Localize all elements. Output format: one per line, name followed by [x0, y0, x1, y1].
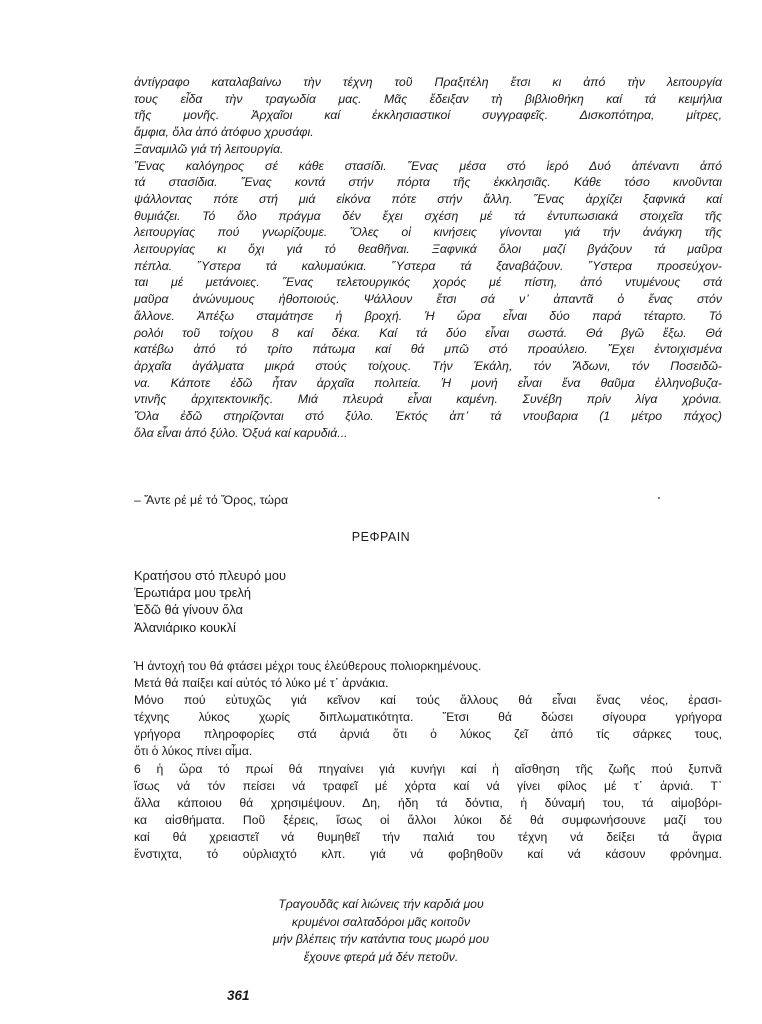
text-line: τῆς μονῆς. Ἀρχαῖοι καί ἐκκλησιαστικοί συγγραφεῖς. Δισκοπότηρα, μίτρες, — [134, 108, 722, 123]
text-line: 6 ἡ ὥρα τό πρωί θά πηγαίνει γιά κυνήγι καί ἡ αἴσθηση τῆς ζωῆς πού ξυπνᾶ — [134, 761, 722, 776]
verse-line: Ἀλανιάρικο κουκλί — [134, 619, 236, 635]
print-speck — [658, 497, 660, 499]
text-line: λειτουργίας πού γνωρίζουμε. Ὅλες οἱ κινήσεις γίνονται γιά τήν ἀνάγκη τῆς — [134, 225, 722, 240]
text-line: μαῦρα ἀνώνυμους ἠθοποιούς. Ψάλλουν ἔτσι σά ν᾿ ἀπαντᾶ ὁ ἕνας στόν — [134, 292, 722, 307]
verse-line: Τραγουδᾶς καί λιώνεις τήν καρδιά μου — [278, 897, 484, 911]
text-line: ἴσως νά τόν πείσει νά τραφεῖ μέ χόρτα καί νά γίνει φίλος μέ τ᾿ ἀρνιά. Τ᾿ — [134, 778, 722, 793]
text-line: κα αἰσθήματα. Ποῦ ξέρεις, ἴσως οἱ ἄλλοι λύκοι δέ θά συμφωνήσουνε μαζί του — [134, 812, 722, 827]
text-line: ντινῆς ἀρχιτεκτονικῆς. Μιά πλευρά εἶναι καμένη. Συνέβη πρίν λίγα χρόνια. — [134, 392, 722, 407]
text-line: κατέβω ἀπό τό τρίτο πάτωμα καί θά μπῶ στό προαύλειο. Ἔχει ἐντοιχισμένα — [134, 342, 722, 357]
text-line: ἀντίγραφο καταλαβαίνω τὴν τέχνη τοῦ Πραξιτέλη ἔτσι κι ἀπό τὴν λειτουργία — [134, 75, 722, 89]
text-line: τέχνης λύκος χωρίς διπλωματικότητα. Ἔτσι θά δώσει σίγουρα γρήγορα — [134, 710, 722, 725]
text-line: – Ἄντε ρέ μέ τό Ὄρος, τώρα — [134, 493, 289, 507]
text-line: ρολόι τοῦ τοίχου 8 καί δέκα. Καί τά δύο εἶναι σωστά. Θά βγῶ ἔξω. Θά — [134, 325, 722, 340]
text-line: θυμιάζει. Τό ὅλο πράγμα δέν ἔχει σχέση μέ τά ἐντυπωσιακά στοιχεῖα τῆς — [134, 208, 722, 223]
text-line: να. Κάποτε ἐδῶ ἦταν ἀρχαῖα πολιτεία. Ἡ μονή εἶναι ἕνα θαῦμα ἑλληνοβυζα- — [134, 375, 722, 390]
text-line: ἀρχαῖα ἀγάλματα μικρά στούς τοίχους. Τήν Ἑκάλη, τόν Ἄδωνι, τόν Ποσειδῶ- — [134, 358, 722, 373]
text-line: ἔνστιχτα, τό οὐρλιαχτό κλπ. γιά νά φοβηθοῦν καί νά κάσουν φρόνημα. — [134, 847, 722, 862]
dialogue-line — [134, 492, 722, 509]
text-line: τους εἶδα τὴν τραγωδία μας. Μᾶς ἔδειξαν τὴ βιβλιοθήκη καί τά κειμήλια — [134, 91, 722, 106]
text-line: ἄλλα κάποιου θά χρησιμέψουν. Δη, ήδη τά δόντια, ἡ δύναμή του, τά αἱμοβόρι- — [134, 795, 722, 810]
text-line: ται μέ μετάνοιες. Ἕνας τελετουργικός χορός μέ πίστη, ἀπό ντυμένους στά — [134, 275, 722, 290]
verse-line: Ἐρωτιάρα μου τρελή — [134, 585, 252, 601]
verse-line: μήν βλέπεις τήν κατάντια τους μωρό μου — [272, 932, 490, 946]
text-line: τά στασίδια. Ἕνας κοντά στήν πόρτα τῆς ἐκκλησιᾶς. Κάθε τόσο κινοῦνται — [134, 175, 722, 190]
text-line: Μόνο πού εὐτυχῶς γιά κεῖνον καί τούς ἄλλους θά εἶναι ἕνας νέος, ἐρασι- — [134, 693, 722, 708]
refrain-heading: ΡΕΦΡΑΙΝ — [351, 530, 411, 544]
text-line: Ξαναμιλῶ γιά τή λειτουργία. — [134, 141, 284, 156]
text-line: πέπλα. Ὕστερα τά καλυμαύκια. Ὕστερα τά ξαναβάζουν. Ὕστερα προσεύχον- — [134, 258, 722, 273]
text-line: γρήγορα πληροφορίες στά ἀρνιά ὅτι ὁ λύκος ζεῖ ἀπό τίς σάρκες τους, — [134, 727, 722, 742]
text-line: λειτουργίας κι ὄχι γιά τό θεαθῆναι. Ξαφνικά ὅλοι μαζί βγάζουν τά μαῦρα — [134, 242, 722, 257]
text-line: καί θά χρειαστεῖ νά θυμηθεῖ τήν παλιά του τέχνη νά δείξει τά ἄγρια — [134, 829, 722, 844]
text-line: Ἕνας καλόγηρος σέ κάθε στασίδι. Ἕνας μέσα στό ἱερό Δυό ἀπέναντι ἀπό — [134, 158, 722, 173]
verse-line: Κρατήσου στό πλευρό μου — [134, 568, 286, 583]
top-paragraph — [134, 74, 722, 441]
closing-poem — [0, 896, 762, 966]
text-line: Ὅλα ἐδῶ στηρίζονται στό ξύλο. Ἐκτός ἀπ᾿ τά ντουβαρια (1 μέτρο πάχος) — [134, 409, 722, 424]
text-line: Ἡ ἀντοχή του θά φτάσει μέχρι τους ἐλεύθερους πολιορκημένους. — [134, 659, 482, 673]
text-line: ἄμφια, ὅλα ἀπό ἀτόφυο χρυσάφι. — [134, 125, 314, 140]
verse-line: κρυμένοι σαλταδόροι μᾶς κοιτοῦν — [291, 914, 471, 929]
refrain-verse — [134, 567, 722, 636]
verse-line: ἔχουνε φτερά μά δέν πετοῦν. — [303, 949, 459, 964]
text-line: ψάλλοντας πότε στή μιά εἰκόνα πότε στήν ἄλλη. Ἕνας ἀρχίζει ξαφνικά καί — [134, 191, 722, 206]
text-line: ἄλλονε. Ἀπέξω σταμάτησε ἡ βροχή. Ἡ ὥρα εἶναι δύο παρά τέταρτο. Τό — [134, 308, 722, 323]
verse-line: Ἐδῶ θά γίνουν ὅλα — [134, 602, 243, 618]
middle-paragraph — [134, 658, 722, 863]
text-line: ὅτι ὁ λύκος πίνει αἷμα. — [134, 744, 253, 759]
text-line: Μετά θά παίξει καί αὐτός τό λύκο μέ τ᾿ ἀρνάκια. — [134, 676, 389, 691]
page-number: 361 — [227, 988, 250, 1003]
text-line: ὅλα εἶναι ἀπό ξύλο. Ὀξυά καί καρυδιά... — [134, 425, 348, 440]
